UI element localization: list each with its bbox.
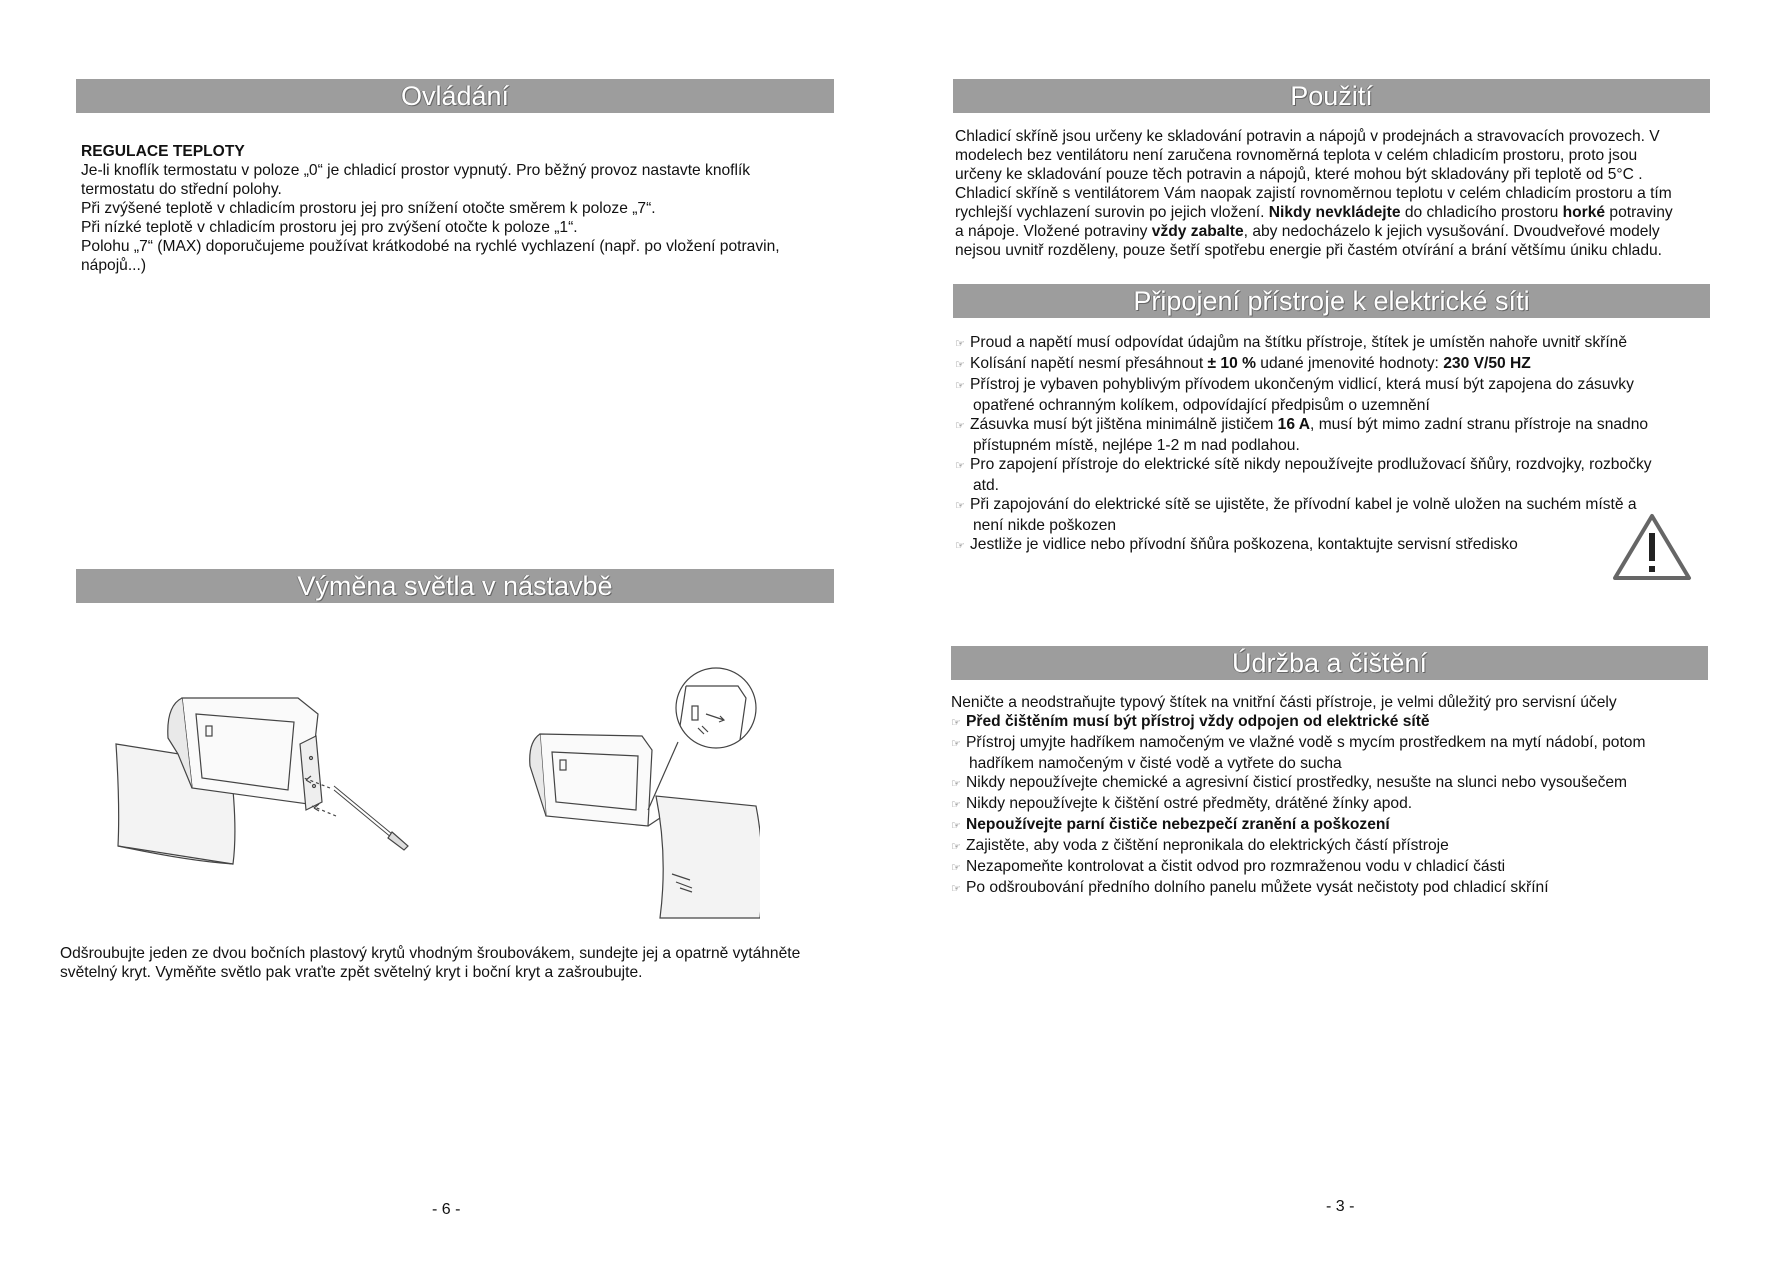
list-item-cont: atd.	[973, 477, 1000, 494]
list-item-cont: opatřené ochranným kolíkem, odpovídající předpisům o uzemnění	[973, 397, 1430, 414]
pointing-hand-icon: ☞	[951, 799, 961, 811]
pointing-hand-icon: ☞	[955, 359, 965, 371]
pouziti-line: určeny ke skladování pouze těch potravin a nápojů, které mohou být skladovány při teplotě od 5°C .	[955, 166, 1643, 183]
pouziti-line: nejsou uvnitř rozděleny, pouze šetří spotřebu energie při častém otvírání a brání většímu úniku chladu.	[955, 242, 1663, 259]
page-number-left: - 6 -	[432, 1201, 461, 1218]
udrzba-intro: Neničte a neodstraňujte typový štítek na vnitřní části přístroje, je velmi důležitý pro servisní účely	[951, 694, 1617, 711]
pointing-hand-icon: ☞	[951, 883, 961, 895]
list-item: ☞ Přístroj umyjte hadříkem namočeným ve vlažné vodě s mycím prostředkem na mytí nádobí, potom	[951, 733, 1645, 754]
ovladani-line: Při zvýšené teplotě v chladicím prostoru jej pro snížení otočte směrem k poloze „7“.	[81, 200, 656, 217]
pointing-hand-icon: ☞	[955, 500, 965, 512]
list-item-cont: přístupném místě, nejlépe 1-2 m nad podlahou.	[973, 437, 1300, 454]
page-number-right: - 3 -	[1326, 1198, 1355, 1215]
lamp-cover-removal-illustration	[108, 686, 448, 866]
list-item: ☞ Zajistěte, aby voda z čištění nepronikala do elektrických částí přístroje	[951, 836, 1645, 857]
pouziti-line: modelech bez ventilátoru není zaručena rovnoměrná teplota v celém chladicím prostoru, proto jsou	[955, 147, 1638, 164]
list-item-cont: není nikde poškozen	[973, 517, 1117, 534]
ovladani-header: Ovládání	[76, 79, 834, 113]
list-item-cont: hadříkem namočeným v čisté vodě a vytřete do sucha	[969, 755, 1342, 772]
pouziti-body	[955, 127, 1673, 260]
pointing-hand-icon: ☞	[955, 380, 965, 392]
ovladani-line: Polohu „7“ (MAX) doporučujeme používat krátkodobé na rychlé vychlazení (např. po vložení potravin,	[81, 238, 780, 255]
list-item: ☞ Před čištěním musí být přístroj vždy odpojen od elektrické sítě	[951, 712, 1645, 733]
list-item: ☞ Kolísání napětí nesmí přesáhnout ± 10 % udané jmenovité hodnoty: 230 V/50 HZ	[955, 354, 1652, 375]
list-item: ☞ Proud a napětí musí odpovídat údajům na štítku přístroje, štítek je umístěn nahoře uvnitř skříně	[955, 333, 1652, 354]
list-item: ☞ Jestliže je vidlice nebo přívodní šňůra poškozena, kontaktujte servisní středisko	[955, 535, 1652, 556]
light-cover-slide-illustration	[520, 656, 760, 926]
list-item: ☞ Nikdy nepoužívejte chemické a agresivní čisticí prostředky, nesušte na slunci nebo vysoušečem	[951, 773, 1645, 794]
udrzba-list	[951, 693, 1645, 899]
pouziti-line: a nápoje. Vložené potraviny vždy zabalte, aby nedocházelo k jejich vysušování. Dvoudveřové modely	[955, 223, 1660, 240]
pointing-hand-icon: ☞	[951, 862, 961, 874]
list-item: ☞ Při zapojování do elektrické sítě se ujistěte, že přívodní kabel je volně uložen na suchém místě a	[955, 495, 1652, 516]
pouziti-header: Použití	[953, 79, 1710, 113]
pointing-hand-icon: ☞	[951, 778, 961, 790]
list-item: ☞ Po odšroubování předního dolního panelu můžete vysát nečistoty pod chladicí skříní	[951, 878, 1645, 899]
vymena-header: Výměna světla v nástavbě	[76, 569, 834, 603]
pointing-hand-icon: ☞	[951, 717, 961, 729]
list-item: ☞ Zásuvka musí být jištěna minimálně jističem 16 A, musí být mimo zadní stranu přístroje na snadno	[955, 415, 1652, 436]
ovladani-body	[81, 142, 780, 275]
list-item: ☞ Přístroj je vybaven pohyblivým přívodem ukončeným vidlicí, která musí být zapojena do zásuvky	[955, 375, 1652, 396]
ovladani-line: nápojů...)	[81, 257, 147, 274]
pointing-hand-icon: ☞	[955, 338, 965, 350]
vymena-line: světelný kryt. Vyměňte světlo pak vraťte zpět světelný kryt i boční kryt a zašroubujte.	[60, 964, 643, 981]
pointing-hand-icon: ☞	[955, 460, 965, 472]
pripojeni-header: Připojení přístroje k elektrické síti	[953, 284, 1710, 318]
ovladani-line: Při nízké teplotě v chladicím prostoru jej pro zvýšení otočte k poloze „1“.	[81, 219, 578, 236]
pointing-hand-icon: ☞	[955, 540, 965, 552]
pouziti-line: Chladicí skříně jsou určeny ke skladování potravin a nápojů v prodejnách a stravovacích provozech. V	[955, 128, 1660, 145]
ovladani-line: Je-li knoflík termostatu v poloze „0“ je chladicí prostor vypnutý. Pro běžný provoz nastavte knoflík	[81, 162, 751, 179]
regulace-subtitle: REGULACE TEPLOTY	[81, 143, 245, 160]
pouziti-line: rychlejší vychlazení surovin po jejich vložení. Nikdy nevkládejte do chladicího prostoru horké potraviny	[955, 204, 1673, 221]
warning-triangle-icon	[1612, 513, 1692, 581]
pripojeni-list	[955, 333, 1652, 556]
vymena-line: Odšroubujte jeden ze dvou bočních plastový krytů vhodným šroubovákem, sundejte jej a opatrně vytáhněte	[60, 945, 801, 962]
pointing-hand-icon: ☞	[951, 841, 961, 853]
udrzba-header: Údržba a čištění	[951, 646, 1708, 680]
pointing-hand-icon: ☞	[951, 820, 961, 832]
list-item: ☞ Nepoužívejte parní čističe nebezpečí zranění a poškození	[951, 815, 1645, 836]
pouziti-line: Chladicí skříně s ventilátorem Vám naopak zajistí rovnoměrnou teplotu v celém chladicím prostoru a tím	[955, 185, 1672, 202]
vymena-body	[60, 944, 800, 982]
list-item: ☞ Nikdy nepoužívejte k čištění ostré předměty, drátěné žínky apod.	[951, 794, 1645, 815]
ovladani-line: termostatu do střední polohy.	[81, 181, 282, 198]
list-item: ☞ Nezapomeňte kontrolovat a čistit odvod pro rozmraženou vodu v chladicí části	[951, 857, 1645, 878]
pointing-hand-icon: ☞	[951, 738, 961, 750]
pointing-hand-icon: ☞	[955, 420, 965, 432]
list-item: ☞ Pro zapojení přístroje do elektrické sítě nikdy nepoužívejte prodlužovací šňůry, rozdvojky, rozbočky	[955, 455, 1652, 476]
